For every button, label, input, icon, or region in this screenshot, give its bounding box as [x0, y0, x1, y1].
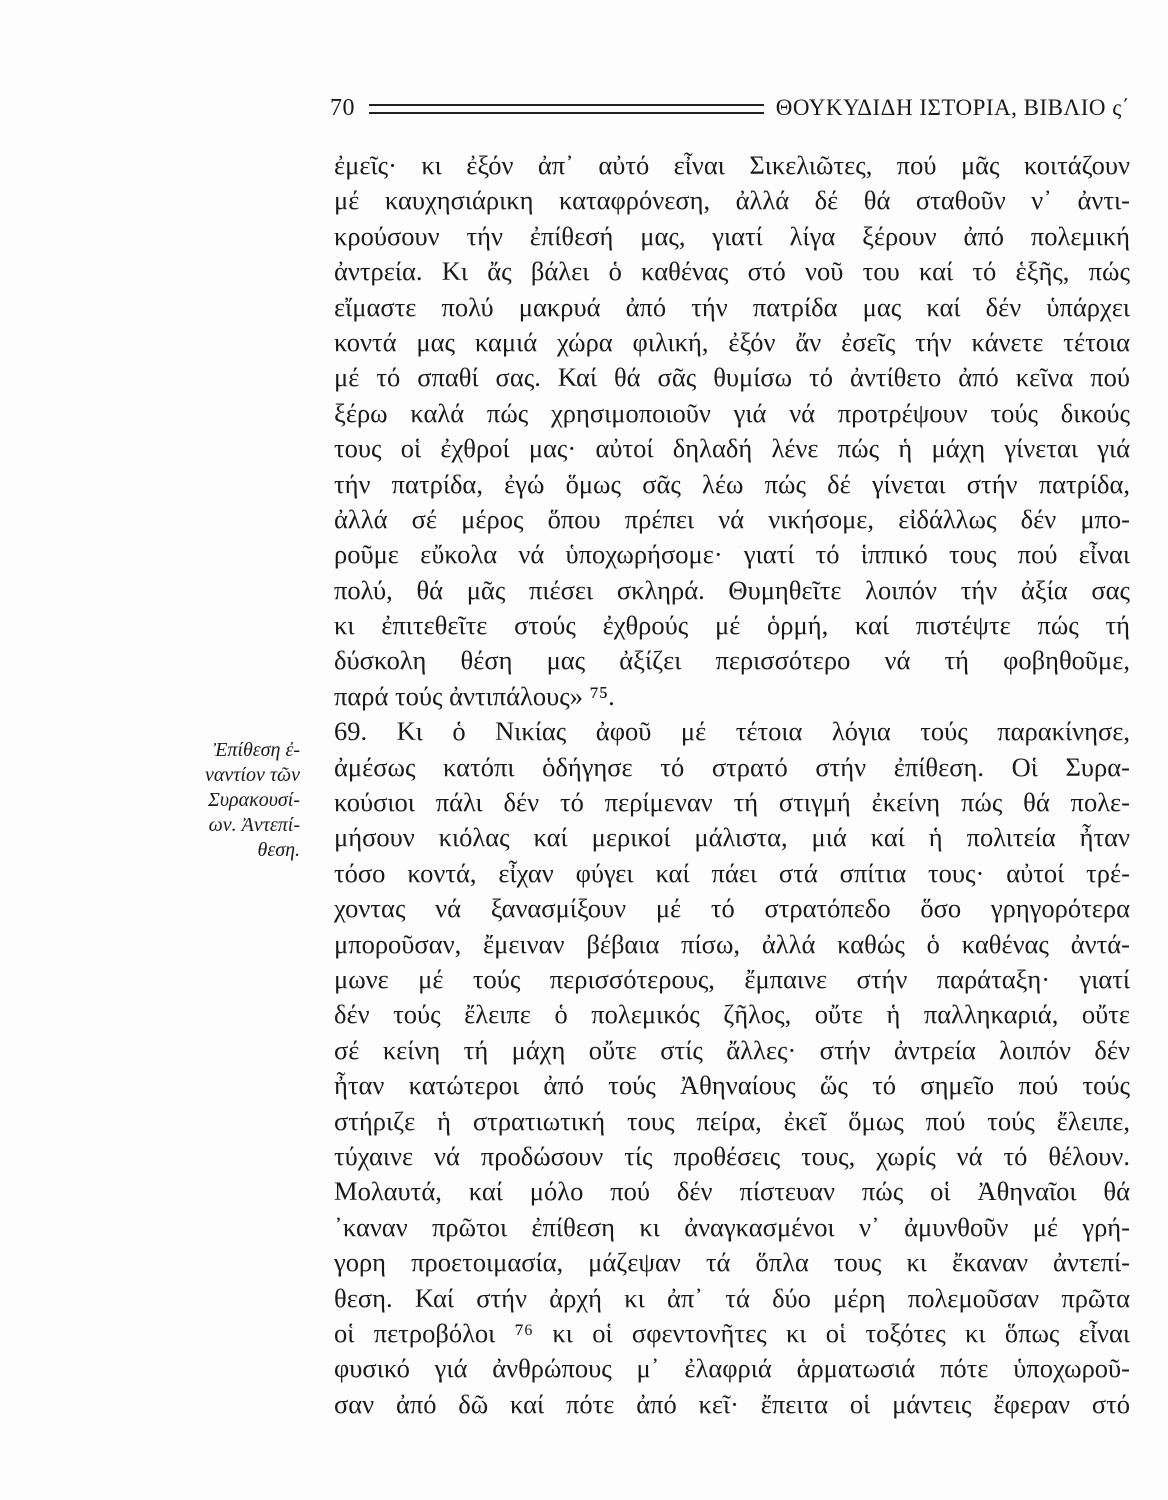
text-line: πολύ, θά μᾶς πιέσει σκληρά. Θυμηθεῖτε λοιπόν τήν ἀξία σας	[334, 574, 1130, 605]
text-line: τόσο κοντά, εἶχαν φύγει καί πάει στά σπίτια τους· αὐτοί τρέ-	[334, 857, 1130, 888]
text-line: μέ τό σπαθί σας. Καί θά σᾶς θυμίσω τό ἀντίθετο ἀπό κεῖνα πού	[334, 362, 1130, 393]
text-line: σέ κείνη τή μάχη οὔτε στίς ἄλλες· στήν ἀντρεία λοιπόν δέν	[334, 1034, 1130, 1065]
paragraph-start-line: 69. Κι ὁ Νικίας ἀφοῦ μέ τέτοια λόγια τούς παρακίνησε,	[334, 716, 1130, 747]
text-line: ἐμεῖς· κι ἐξόν ἀπ᾽ αὐτό εἶναι Σικελιῶτες, πού μᾶς κοιτάζουν	[334, 150, 1130, 180]
text-line: κοντά μας καμιά χώρα φιλική, ἐξόν ἄν ἐσεῖς τήν κάνετε τέτοια	[334, 326, 1130, 357]
text-line: κούσιοι πάλι δέν τό περίμεναν τή στιγμή ἐκείνη πώς θά πολε-	[334, 787, 1130, 818]
text-line: ἀντρεία. Κι ἄς βάλει ὁ καθένας στό νοῦ του καί τό ἑξῆς, πώς	[334, 256, 1130, 287]
text-line: οἱ πετροβόλοι ⁷⁶ κι οἱ σφεντονῆτες κι οἱ τοξότες κι ὅπως εἶναι	[334, 1317, 1130, 1348]
running-title: ΘΟΥΚΥΔΙΔΗ ΙΣΤΟΡΙΑ, ΒΙΒΛΙΟ ς΄	[775, 95, 1130, 120]
margin-note-line: ναντίον τῶν	[205, 764, 300, 786]
text-line: θεση. Καί στήν ἀρχή κι ἀπ᾽ τά δύο μέρη πολεμοῦσαν πρῶτα	[334, 1282, 1130, 1313]
text-line: Μολαυτά, καί μόλο πού δέν πίστευαν πώς οἱ Ἀθηναῖοι θά	[334, 1176, 1130, 1207]
text-line: ροῦμε εὔκολα νά ὑποχωρήσομε· γιατί τό ἱππικό τους πού εἶναι	[334, 539, 1130, 570]
text-line: μήσουν κιόλας καί μερικοί μάλιστα, μιά καί ἡ πολιτεία ἦταν	[334, 822, 1130, 853]
text-line: γορη προετοιμασία, μάζεψαν τά ὅπλα τους κι ἔκαναν ἀντεπί-	[334, 1247, 1130, 1278]
text-line: σαν ἀπό δῶ καί πότε ἀπό κεῖ· ἔπειτα οἱ μάντεις ἔφεραν στό	[334, 1388, 1130, 1419]
text-line: μέ καυχησιάρικη καταφρόνεση, ἀλλά δέ θά σταθοῦν ν᾽ ἀντι-	[334, 185, 1130, 216]
text-line: ξέρω καλά πώς χρησιμοποιοῦν γιά νά προτρέψουν τούς δικούς	[334, 397, 1130, 428]
text-line: ἀμέσως κατόπι ὁδήγησε τό στρατό στήν ἐπίθεση. Οἱ Συρα-	[334, 751, 1130, 782]
body-text	[334, 148, 1130, 1422]
margin-note-line: Ἐπίθεση ἐ-	[213, 739, 300, 761]
header-double-rule	[369, 104, 764, 114]
text-line: κι ἐπιτεθεῖτε στούς ἐχθρούς μέ ὁρμή, καί πιστέψτε πώς τή	[334, 610, 1130, 641]
margin-note-line: Συρακουσί-	[207, 789, 300, 811]
text-line: ἀλλά σέ μέρος ὅπου πρέπει νά νικήσομε, εἰδάλλως δέν μπο-	[334, 503, 1130, 534]
text-line: τήν πατρίδα, ἐγώ ὅμως σᾶς λέω πώς δέ γίνεται στήν πατρίδα,	[334, 468, 1130, 499]
text-line: μποροῦσαν, ἔμειναν βέβαια πίσω, ἀλλά καθώς ὁ καθένας ἀντά-	[334, 928, 1130, 959]
text-line: ᾽καναν πρῶτοι ἐπίθεση κι ἀναγκασμένοι ν᾽ ἀμυνθοῦν μέ γρή-	[334, 1211, 1130, 1242]
text-line: τύχαινε νά προδώσουν τίς προθέσεις τους, χωρίς νά τό θέλουν.	[334, 1140, 1130, 1171]
margin-note-line: θεση.	[257, 839, 300, 861]
text-line: στήριζε ἡ στρατιωτική τους πείρα, ἐκεῖ ὅμως πού τούς ἔλειπε,	[334, 1105, 1130, 1136]
text-line: εἴμαστε πολύ μακρυά ἀπό τήν πατρίδα μας καί δέν ὑπάρχει	[334, 291, 1130, 322]
text-line: φυσικό γιά ἀνθρώπους μ᾽ ἐλαφριά ἁρματωσιά πότε ὑποχωροῦ-	[334, 1353, 1130, 1384]
text-line: τους οἱ ἐχθροί μας· αὐτοί δηλαδή λένε πώς ἡ μάχη γίνεται γιά	[334, 433, 1130, 464]
margin-note	[120, 738, 300, 863]
text-line: μωνε μέ τούς περισσότερους, ἔμπαινε στήν παράταξη· γιατί	[334, 963, 1130, 994]
text-line: ἦταν κατώτεροι ἀπό τούς Ἀθηναίους ὥς τό σημεῖο πού τούς	[334, 1070, 1130, 1101]
margin-note-line: ων. Ἀντεπί-	[208, 814, 300, 836]
text-line: κρούσουν τήν ἐπίθεσή μας, γιατί λίγα ξέρουν ἀπό πολεμική	[334, 220, 1130, 251]
page-header	[330, 88, 1130, 128]
text-line: χοντας νά ξανασμίξουν μέ τό στρατόπεδο ὅσο γρηγορότερα	[334, 893, 1130, 924]
text-line: παρά τούς ἀντιπάλους» ⁷⁵.	[334, 680, 615, 711]
text-line: δύσκολη θέση μας ἀξίζει περισσότερο νά τή φοβηθοῦμε,	[334, 645, 1130, 676]
text-line: δέν τούς ἔλειπε ὁ πολεμικός ζῆλος, οὔτε ἡ παλληκαριά, οὔτε	[334, 999, 1130, 1030]
page-number: 70	[330, 94, 355, 121]
